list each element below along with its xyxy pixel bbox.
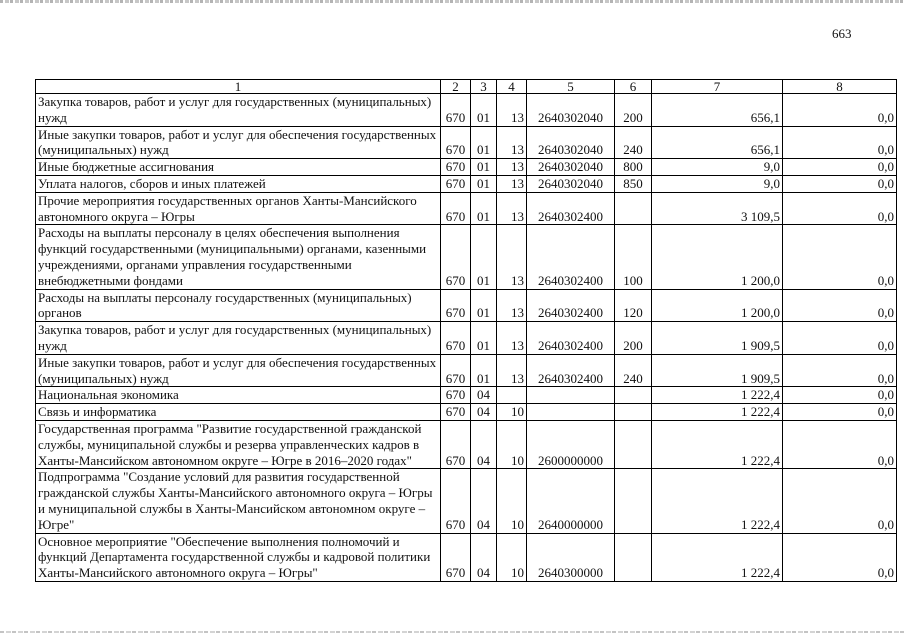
amount-value: 9,0 (652, 159, 783, 176)
table-header-row (36, 80, 897, 94)
second-amount-value: 0,0 (783, 175, 897, 192)
amount-value: 1 200,0 (652, 289, 783, 322)
target-article-code: 2640302040 (527, 126, 615, 159)
subsection-code: 13 (497, 289, 527, 322)
column-header: 1 (36, 80, 441, 94)
target-article-code: 2640302040 (527, 94, 615, 127)
subsection-code: 13 (497, 126, 527, 159)
scan-edge-bottom (0, 631, 905, 633)
expense-type-code: 100 (615, 225, 652, 289)
section-code: 04 (471, 533, 497, 581)
second-amount-value: 0,0 (783, 387, 897, 404)
ministry-code: 670 (441, 404, 471, 421)
row-description: Основное мероприятие "Обеспечение выполнения полномочий и функций Департамента государственной службы и кадровой политики Ханты-Мансийского автономного округа – Югры" (36, 533, 441, 581)
row-description: Закупка товаров, работ и услуг для государственных (муниципальных) нужд (36, 94, 441, 127)
expense-type-code (615, 192, 652, 225)
ministry-code: 670 (441, 420, 471, 468)
ministry-code: 670 (441, 533, 471, 581)
target-article-code (527, 404, 615, 421)
row-description: Подпрограмма "Создание условий для развития государственной гражданской службы Ханты-Мансийского автономного округа – Югры и муниципальной службы в Ханты-Мансийском автономном округе – Югре" (36, 469, 441, 533)
section-code: 01 (471, 225, 497, 289)
table-row (36, 387, 897, 404)
row-description: Закупка товаров, работ и услуг для государственных (муниципальных) нужд (36, 322, 441, 355)
column-header: 6 (615, 80, 652, 94)
section-code: 01 (471, 94, 497, 127)
table-row (36, 289, 897, 322)
subsection-code: 13 (497, 159, 527, 176)
second-amount-value: 0,0 (783, 94, 897, 127)
ministry-code: 670 (441, 192, 471, 225)
ministry-code: 670 (441, 159, 471, 176)
amount-value: 9,0 (652, 175, 783, 192)
ministry-code: 670 (441, 387, 471, 404)
section-code: 04 (471, 420, 497, 468)
row-description: Расходы на выплаты персоналу государственных (муниципальных) органов (36, 289, 441, 322)
second-amount-value: 0,0 (783, 159, 897, 176)
ministry-code: 670 (441, 289, 471, 322)
table-row (36, 404, 897, 421)
target-article-code: 2640000000 (527, 469, 615, 533)
row-description: Национальная экономика (36, 387, 441, 404)
column-header: 3 (471, 80, 497, 94)
column-header: 2 (441, 80, 471, 94)
table-row (36, 225, 897, 289)
expense-type-code (615, 387, 652, 404)
column-header: 7 (652, 80, 783, 94)
target-article-code: 2640302400 (527, 322, 615, 355)
ministry-code: 670 (441, 126, 471, 159)
target-article-code: 2640302400 (527, 225, 615, 289)
subsection-code: 10 (497, 420, 527, 468)
row-description: Иные закупки товаров, работ и услуг для обеспечения государственных (муниципальных) нужд (36, 126, 441, 159)
row-description: Уплата налогов, сборов и иных платежей (36, 175, 441, 192)
subsection-code: 13 (497, 175, 527, 192)
amount-value: 656,1 (652, 126, 783, 159)
ministry-code: 670 (441, 94, 471, 127)
expense-type-code: 120 (615, 289, 652, 322)
subsection-code: 13 (497, 322, 527, 355)
amount-value: 1 222,4 (652, 404, 783, 421)
second-amount-value: 0,0 (783, 225, 897, 289)
section-code: 01 (471, 322, 497, 355)
section-code: 01 (471, 175, 497, 192)
row-description: Расходы на выплаты персоналу в целях обеспечения выполнения функций государственными (муниципальными) органами, казенными учреждениями, органами управления государственными внебюджетными фондами (36, 225, 441, 289)
table-row (36, 94, 897, 127)
row-description: Государственная программа "Развитие государственной гражданской службы, муниципальной службы и резерва управленческих кадров в Ханты-Мансийском автономном округе – Югре в 2016–2020 годах" (36, 420, 441, 468)
expense-type-code: 200 (615, 322, 652, 355)
expense-type-code (615, 420, 652, 468)
subsection-code: 10 (497, 404, 527, 421)
table-row (36, 159, 897, 176)
subsection-code: 10 (497, 469, 527, 533)
table-row (36, 192, 897, 225)
second-amount-value: 0,0 (783, 322, 897, 355)
table-row (36, 126, 897, 159)
section-code: 01 (471, 159, 497, 176)
target-article-code: 2640302400 (527, 289, 615, 322)
ministry-code: 670 (441, 322, 471, 355)
expense-type-code (615, 533, 652, 581)
second-amount-value: 0,0 (783, 404, 897, 421)
amount-value: 656,1 (652, 94, 783, 127)
page-number: 663 (832, 26, 852, 41)
column-header: 4 (497, 80, 527, 94)
table-row (36, 175, 897, 192)
ministry-code: 670 (441, 469, 471, 533)
target-article-code: 2640302400 (527, 192, 615, 225)
expense-type-code: 200 (615, 94, 652, 127)
target-article-code (527, 387, 615, 404)
second-amount-value: 0,0 (783, 192, 897, 225)
expense-type-code: 850 (615, 175, 652, 192)
expense-type-code: 240 (615, 354, 652, 387)
amount-value: 1 222,4 (652, 420, 783, 468)
amount-value: 1 200,0 (652, 225, 783, 289)
subsection-code: 13 (497, 354, 527, 387)
column-header: 8 (783, 80, 897, 94)
target-article-code: 2640302040 (527, 175, 615, 192)
section-code: 04 (471, 387, 497, 404)
section-code: 01 (471, 354, 497, 387)
second-amount-value: 0,0 (783, 469, 897, 533)
expense-type-code: 800 (615, 159, 652, 176)
row-description: Связь и информатика (36, 404, 441, 421)
section-code: 01 (471, 126, 497, 159)
section-code: 01 (471, 192, 497, 225)
target-article-code: 2640302400 (527, 354, 615, 387)
second-amount-value: 0,0 (783, 533, 897, 581)
second-amount-value: 0,0 (783, 126, 897, 159)
target-article-code: 2640302040 (527, 159, 615, 176)
row-description: Прочие мероприятия государственных органов Ханты-Мансийского автономного округа – Югры (36, 192, 441, 225)
subsection-code: 13 (497, 94, 527, 127)
scan-edge-top (0, 0, 905, 3)
table-row (36, 533, 897, 581)
second-amount-value: 0,0 (783, 354, 897, 387)
ministry-code: 670 (441, 354, 471, 387)
amount-value: 1 909,5 (652, 354, 783, 387)
target-article-code: 2600000000 (527, 420, 615, 468)
amount-value: 1 222,4 (652, 533, 783, 581)
table-row (36, 354, 897, 387)
amount-value: 1 909,5 (652, 322, 783, 355)
amount-value: 3 109,5 (652, 192, 783, 225)
expense-type-code (615, 469, 652, 533)
target-article-code: 2640300000 (527, 533, 615, 581)
column-header: 5 (527, 80, 615, 94)
second-amount-value: 0,0 (783, 420, 897, 468)
second-amount-value: 0,0 (783, 289, 897, 322)
table-row (36, 420, 897, 468)
subsection-code: 10 (497, 533, 527, 581)
subsection-code: 13 (497, 192, 527, 225)
row-description: Иные закупки товаров, работ и услуг для обеспечения государственных (муниципальных) нужд (36, 354, 441, 387)
subsection-code: 13 (497, 225, 527, 289)
table-row (36, 322, 897, 355)
expense-type-code: 240 (615, 126, 652, 159)
ministry-code: 670 (441, 225, 471, 289)
budget-table (35, 79, 897, 582)
section-code: 01 (471, 289, 497, 322)
section-code: 04 (471, 404, 497, 421)
subsection-code (497, 387, 527, 404)
amount-value: 1 222,4 (652, 387, 783, 404)
amount-value: 1 222,4 (652, 469, 783, 533)
expense-type-code (615, 404, 652, 421)
ministry-code: 670 (441, 175, 471, 192)
section-code: 04 (471, 469, 497, 533)
row-description: Иные бюджетные ассигнования (36, 159, 441, 176)
table-row (36, 469, 897, 533)
